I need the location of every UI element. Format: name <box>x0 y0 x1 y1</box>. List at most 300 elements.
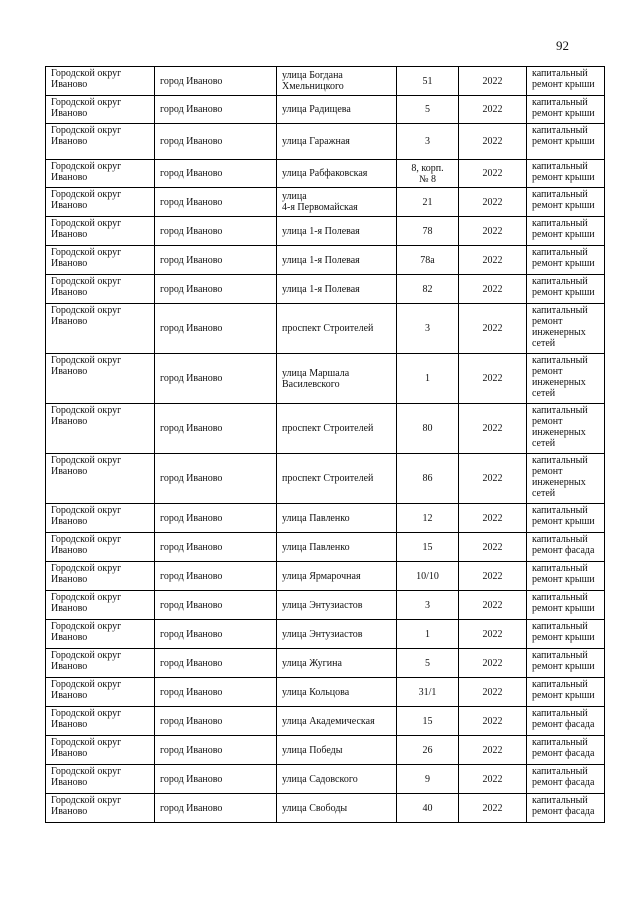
work-type-cell-line: ремонт фасада <box>532 545 595 556</box>
house-number-cell-line: 78а <box>420 254 435 266</box>
house-number-cell-line: 82 <box>422 283 433 295</box>
municipality-cell-line: Иваново <box>51 806 88 817</box>
house-number-cell <box>397 217 459 246</box>
work-type-cell <box>527 504 605 533</box>
work-type-cell-line: ремонт крыши <box>532 136 595 147</box>
year-cell: 2022 <box>459 67 527 96</box>
settlement-cell: город Иваново <box>155 188 277 217</box>
work-type-cell-line: ремонт фасада <box>532 806 595 817</box>
municipality-cell <box>46 562 155 591</box>
house-number-cell-line: 40 <box>422 802 433 814</box>
street-cell <box>277 562 397 591</box>
settlement-cell: город Иваново <box>155 533 277 562</box>
work-type-cell <box>527 404 605 454</box>
municipality-cell-line: Иваново <box>51 719 88 730</box>
house-number-cell <box>397 736 459 765</box>
street-cell-line: Хмельницкого <box>282 81 344 92</box>
street-cell-line: улица Маршала <box>282 367 350 379</box>
house-number-cell-line: 1 <box>425 373 430 384</box>
municipality-cell-line: Иваново <box>51 777 88 788</box>
house-number-cell <box>397 504 459 533</box>
work-type-cell-line: капитальный <box>532 455 588 466</box>
work-type-cell-line: капитальный <box>532 218 588 229</box>
table-row <box>46 649 605 678</box>
municipality-cell <box>46 124 155 160</box>
municipality-cell <box>46 533 155 562</box>
work-type-cell-line: ремонт <box>532 316 563 327</box>
work-type-cell-line: капитальный <box>532 650 588 661</box>
registry-table-body <box>46 67 605 823</box>
street-cell <box>277 67 397 96</box>
municipality-cell-line: Городской округ <box>51 621 122 632</box>
year-cell: 2022 <box>459 678 527 707</box>
street-cell <box>277 454 397 504</box>
work-type-cell-line: ремонт фасада <box>532 748 595 759</box>
house-number-cell-line: 1 <box>425 628 430 640</box>
table-row <box>46 124 605 160</box>
street-cell-line: улица Рабфаковская <box>282 168 368 179</box>
work-type-cell-line: капитальный <box>532 534 588 545</box>
street-cell-line: проспект Строителей <box>282 423 374 434</box>
work-type-cell <box>527 649 605 678</box>
street-cell-line: улица Кольцова <box>282 686 350 698</box>
municipality-cell <box>46 649 155 678</box>
work-type-cell-line: капитальный <box>532 355 588 366</box>
year-cell: 2022 <box>459 736 527 765</box>
table-row <box>46 678 605 707</box>
municipality-cell-line: Иваново <box>51 661 88 672</box>
street-cell <box>277 188 397 217</box>
house-number-cell <box>397 620 459 649</box>
municipality-cell <box>46 217 155 246</box>
settlement-cell: город Иваново <box>155 124 277 160</box>
house-number-cell <box>397 562 459 591</box>
municipality-cell-line: Иваново <box>51 316 88 327</box>
year-cell: 2022 <box>459 562 527 591</box>
year-cell: 2022 <box>459 246 527 275</box>
house-number-cell <box>397 794 459 823</box>
table-row <box>46 562 605 591</box>
settlement-cell: город Иваново <box>155 794 277 823</box>
street-cell-line: улица Энтузиастов <box>282 628 363 640</box>
street-cell <box>277 794 397 823</box>
house-number-cell <box>397 160 459 188</box>
work-type-cell-line: ремонт крыши <box>532 108 595 119</box>
street-cell <box>277 96 397 124</box>
municipality-cell <box>46 707 155 736</box>
street-cell <box>277 354 397 404</box>
municipality-cell-line: Иваново <box>51 229 88 240</box>
house-number-cell-line: 10/10 <box>416 570 439 582</box>
work-type-cell <box>527 794 605 823</box>
table-row <box>46 96 605 124</box>
work-type-cell-line: ремонт <box>532 366 563 377</box>
house-number-cell-line: 21 <box>422 196 433 208</box>
municipality-cell-line: Городской округ <box>51 218 122 229</box>
municipality-cell <box>46 591 155 620</box>
house-number-cell <box>397 707 459 736</box>
work-type-cell-line: капитальный <box>532 189 588 200</box>
work-type-cell <box>527 188 605 217</box>
municipality-cell-line: Городской округ <box>51 355 122 366</box>
work-type-cell <box>527 124 605 160</box>
house-number-cell-line: 31/1 <box>418 686 437 698</box>
municipality-cell-line: Городской округ <box>51 125 122 136</box>
table-row <box>46 188 605 217</box>
municipality-cell-line: Иваново <box>51 632 88 643</box>
settlement-cell: город Иваново <box>155 354 277 404</box>
settlement-cell: город Иваново <box>155 67 277 96</box>
municipality-cell-line: Городской округ <box>51 189 122 200</box>
work-type-cell-line: ремонт <box>532 466 563 477</box>
street-cell-line: улица Жугина <box>282 657 342 669</box>
repair-registry-table <box>45 66 605 823</box>
table-row <box>46 160 605 188</box>
house-number-cell-line: 80 <box>422 423 433 434</box>
work-type-cell-line: капитальный <box>532 276 588 287</box>
table-row <box>46 304 605 354</box>
municipality-cell-line: Иваново <box>51 258 88 269</box>
municipality-cell-line: Городской округ <box>51 405 122 416</box>
work-type-cell <box>527 765 605 794</box>
table-row <box>46 794 605 823</box>
street-cell <box>277 678 397 707</box>
work-type-cell-line: инженерных <box>532 377 586 388</box>
work-type-cell-line: капитальный <box>532 97 588 108</box>
work-type-cell-line: капитальный <box>532 679 588 690</box>
municipality-cell-line: Иваново <box>51 416 88 427</box>
house-number-cell <box>397 96 459 124</box>
house-number-cell <box>397 304 459 354</box>
house-number-cell <box>397 765 459 794</box>
year-cell: 2022 <box>459 620 527 649</box>
settlement-cell: город Иваново <box>155 591 277 620</box>
municipality-cell-line: Городской округ <box>51 305 122 316</box>
work-type-cell-line: ремонт крыши <box>532 574 595 585</box>
work-type-cell-line: ремонт крыши <box>532 632 595 643</box>
work-type-cell <box>527 736 605 765</box>
year-cell: 2022 <box>459 304 527 354</box>
municipality-cell <box>46 620 155 649</box>
municipality-cell-line: Городской округ <box>51 563 122 574</box>
table-row <box>46 504 605 533</box>
municipality-cell <box>46 736 155 765</box>
house-number-cell <box>397 188 459 217</box>
street-cell-line: улица 1-я Полевая <box>282 254 360 266</box>
municipality-cell-line: Городской округ <box>51 247 122 258</box>
work-type-cell <box>527 354 605 404</box>
work-type-cell <box>527 217 605 246</box>
municipality-cell <box>46 160 155 188</box>
street-cell <box>277 160 397 188</box>
work-type-cell <box>527 67 605 96</box>
year-cell: 2022 <box>459 504 527 533</box>
municipality-cell-line: Городской округ <box>51 455 122 466</box>
year-cell: 2022 <box>459 454 527 504</box>
work-type-cell-line: инженерных <box>532 327 586 338</box>
municipality-cell-line: Иваново <box>51 79 88 90</box>
street-cell-line: улица Богдана <box>282 70 343 81</box>
work-type-cell <box>527 275 605 304</box>
settlement-cell: город Иваново <box>155 160 277 188</box>
year-cell: 2022 <box>459 591 527 620</box>
work-type-cell-line: инженерных <box>532 427 586 438</box>
street-cell-line: улица Павленко <box>282 541 350 553</box>
work-type-cell <box>527 246 605 275</box>
house-number-cell-line: 15 <box>422 541 433 553</box>
street-cell-line: улица Павленко <box>282 512 350 524</box>
municipality-cell-line: Городской округ <box>51 592 122 603</box>
street-cell <box>277 217 397 246</box>
work-type-cell-line: сетей <box>532 388 556 399</box>
street-cell-line: улица 1-я Полевая <box>282 283 360 295</box>
municipality-cell-line: Городской округ <box>51 708 122 719</box>
table-row <box>46 404 605 454</box>
work-type-cell-line: капитальный <box>532 708 588 719</box>
work-type-cell <box>527 591 605 620</box>
house-number-cell-line: 5 <box>425 104 430 115</box>
work-type-cell-line: сетей <box>532 338 556 349</box>
work-type-cell <box>527 304 605 354</box>
municipality-cell-line: Иваново <box>51 690 88 701</box>
house-number-cell-line: 12 <box>422 512 433 524</box>
work-type-cell-line: капитальный <box>532 405 588 416</box>
street-cell-line: улица Академическая <box>282 715 375 727</box>
year-cell: 2022 <box>459 707 527 736</box>
year-cell: 2022 <box>459 765 527 794</box>
year-cell: 2022 <box>459 160 527 188</box>
year-cell: 2022 <box>459 96 527 124</box>
house-number-cell-line: 26 <box>422 744 433 756</box>
house-number-cell-line: 3 <box>425 599 430 611</box>
municipality-cell <box>46 765 155 794</box>
municipality-cell-line: Городской округ <box>51 505 122 516</box>
work-type-cell-line: ремонт крыши <box>532 287 595 298</box>
work-type-cell <box>527 562 605 591</box>
municipality-cell-line: Городской округ <box>51 795 122 806</box>
house-number-cell <box>397 124 459 160</box>
street-cell-line: улица 1-я Полевая <box>282 225 360 237</box>
house-number-cell-line: 78 <box>422 225 433 237</box>
street-cell-line: Василевского <box>282 378 340 390</box>
settlement-cell: город Иваново <box>155 404 277 454</box>
table-row <box>46 275 605 304</box>
year-cell: 2022 <box>459 354 527 404</box>
street-cell <box>277 504 397 533</box>
work-type-cell-line: капитальный <box>532 563 588 574</box>
street-cell <box>277 304 397 354</box>
house-number-cell <box>397 649 459 678</box>
table-row <box>46 736 605 765</box>
table-row <box>46 707 605 736</box>
municipality-cell-line: Иваново <box>51 108 88 119</box>
work-type-cell-line: ремонт фасада <box>532 719 595 730</box>
municipality-cell-line: Иваново <box>51 574 88 585</box>
table-row <box>46 246 605 275</box>
house-number-cell <box>397 67 459 96</box>
municipality-cell-line: Иваново <box>51 136 88 147</box>
work-type-cell-line: сетей <box>532 438 556 449</box>
street-cell <box>277 246 397 275</box>
work-type-cell-line: ремонт крыши <box>532 516 595 527</box>
house-number-cell <box>397 678 459 707</box>
work-type-cell <box>527 678 605 707</box>
street-cell-line: улица Энтузиастов <box>282 599 363 611</box>
street-cell <box>277 533 397 562</box>
settlement-cell: город Иваново <box>155 765 277 794</box>
work-type-cell-line: ремонт крыши <box>532 172 595 183</box>
municipality-cell-line: Городской округ <box>51 679 122 690</box>
table-row <box>46 217 605 246</box>
work-type-cell-line: капитальный <box>532 592 588 603</box>
settlement-cell: город Иваново <box>155 707 277 736</box>
house-number-cell <box>397 533 459 562</box>
street-cell-line: улица Гаражная <box>282 136 350 147</box>
table-row <box>46 533 605 562</box>
street-cell <box>277 707 397 736</box>
house-number-cell <box>397 275 459 304</box>
municipality-cell-line: Городской округ <box>51 97 122 108</box>
street-cell <box>277 275 397 304</box>
table-row <box>46 354 605 404</box>
year-cell: 2022 <box>459 533 527 562</box>
municipality-cell-line: Иваново <box>51 516 88 527</box>
municipality-cell <box>46 188 155 217</box>
settlement-cell: город Иваново <box>155 275 277 304</box>
municipality-cell-line: Городской округ <box>51 534 122 545</box>
work-type-cell <box>527 160 605 188</box>
work-type-cell-line: капитальный <box>532 161 588 172</box>
house-number-cell-line: 8, корп. <box>411 162 444 174</box>
work-type-cell-line: капитальный <box>532 795 588 806</box>
municipality-cell <box>46 67 155 96</box>
street-cell-line: улица Радищева <box>282 104 351 115</box>
street-cell <box>277 620 397 649</box>
house-number-cell <box>397 246 459 275</box>
house-number-cell <box>397 404 459 454</box>
municipality-cell-line: Иваново <box>51 172 88 183</box>
municipality-cell <box>46 404 155 454</box>
municipality-cell-line: Городской округ <box>51 650 122 661</box>
year-cell: 2022 <box>459 275 527 304</box>
street-cell-line: улица Победы <box>282 744 343 756</box>
work-type-cell-line: капитальный <box>532 737 588 748</box>
street-cell-line: улица <box>282 191 307 202</box>
settlement-cell: город Иваново <box>155 736 277 765</box>
table-row <box>46 591 605 620</box>
house-number-cell-line: 15 <box>422 715 433 727</box>
municipality-cell-line: Городской округ <box>51 276 122 287</box>
work-type-cell <box>527 533 605 562</box>
street-cell-line: улица Садовского <box>282 773 358 785</box>
work-type-cell-line: ремонт крыши <box>532 690 595 701</box>
municipality-cell <box>46 454 155 504</box>
street-cell <box>277 591 397 620</box>
street-cell <box>277 124 397 160</box>
settlement-cell: город Иваново <box>155 620 277 649</box>
house-number-cell-line: 3 <box>425 136 430 147</box>
settlement-cell: город Иваново <box>155 454 277 504</box>
municipality-cell <box>46 96 155 124</box>
page-number: 92 <box>556 38 569 53</box>
work-type-cell-line: ремонт крыши <box>532 79 595 90</box>
municipality-cell-line: Городской округ <box>51 737 122 748</box>
street-cell-line: улица Свободы <box>282 802 348 814</box>
street-cell-line: улица Ярмарочная <box>282 570 361 582</box>
municipality-cell <box>46 304 155 354</box>
year-cell: 2022 <box>459 649 527 678</box>
house-number-cell <box>397 591 459 620</box>
municipality-cell <box>46 504 155 533</box>
municipality-cell-line: Иваново <box>51 466 88 477</box>
house-number-cell-line: 3 <box>425 323 430 334</box>
work-type-cell-line: капитальный <box>532 621 588 632</box>
work-type-cell-line: ремонт крыши <box>532 229 595 240</box>
street-cell-line: проспект Строителей <box>282 473 374 484</box>
work-type-cell-line: ремонт крыши <box>532 661 595 672</box>
house-number-cell-line: 86 <box>422 473 433 484</box>
table-row <box>46 454 605 504</box>
municipality-cell <box>46 354 155 404</box>
table-row <box>46 620 605 649</box>
work-type-cell-line: ремонт крыши <box>532 200 595 211</box>
year-cell: 2022 <box>459 217 527 246</box>
settlement-cell: город Иваново <box>155 217 277 246</box>
municipality-cell-line: Городской округ <box>51 161 122 172</box>
street-cell <box>277 404 397 454</box>
house-number-cell-line: 51 <box>422 75 433 87</box>
municipality-cell <box>46 794 155 823</box>
work-type-cell-line: сетей <box>532 488 556 499</box>
street-cell <box>277 649 397 678</box>
settlement-cell: город Иваново <box>155 96 277 124</box>
year-cell: 2022 <box>459 404 527 454</box>
settlement-cell: город Иваново <box>155 304 277 354</box>
settlement-cell: город Иваново <box>155 246 277 275</box>
work-type-cell-line: капитальный <box>532 247 588 258</box>
settlement-cell: город Иваново <box>155 562 277 591</box>
work-type-cell-line: капитальный <box>532 505 588 516</box>
house-number-cell-line: 9 <box>425 773 430 785</box>
municipality-cell-line: Иваново <box>51 366 88 377</box>
municipality-cell <box>46 678 155 707</box>
table-row <box>46 67 605 96</box>
street-cell-line: проспект Строителей <box>282 323 374 334</box>
municipality-cell-line: Иваново <box>51 287 88 298</box>
work-type-cell-line: инженерных <box>532 477 586 488</box>
settlement-cell: город Иваново <box>155 649 277 678</box>
house-number-cell-line: 5 <box>425 657 430 669</box>
municipality-cell-line: Иваново <box>51 200 88 211</box>
settlement-cell: город Иваново <box>155 678 277 707</box>
municipality-cell-line: Иваново <box>51 545 88 556</box>
municipality-cell-line: Иваново <box>51 748 88 759</box>
municipality-cell <box>46 275 155 304</box>
street-cell <box>277 736 397 765</box>
street-cell <box>277 765 397 794</box>
street-cell-line: 4-я Первомайская <box>282 202 358 213</box>
work-type-cell-line: капитальный <box>532 125 588 136</box>
work-type-cell <box>527 620 605 649</box>
work-type-cell-line: ремонт крыши <box>532 258 595 269</box>
municipality-cell-line: Городской округ <box>51 68 122 79</box>
work-type-cell <box>527 454 605 504</box>
work-type-cell-line: капитальный <box>532 305 588 316</box>
work-type-cell-line: ремонт фасада <box>532 777 595 788</box>
house-number-cell <box>397 454 459 504</box>
work-type-cell-line: капитальный <box>532 766 588 777</box>
municipality-cell-line: Городской округ <box>51 766 122 777</box>
